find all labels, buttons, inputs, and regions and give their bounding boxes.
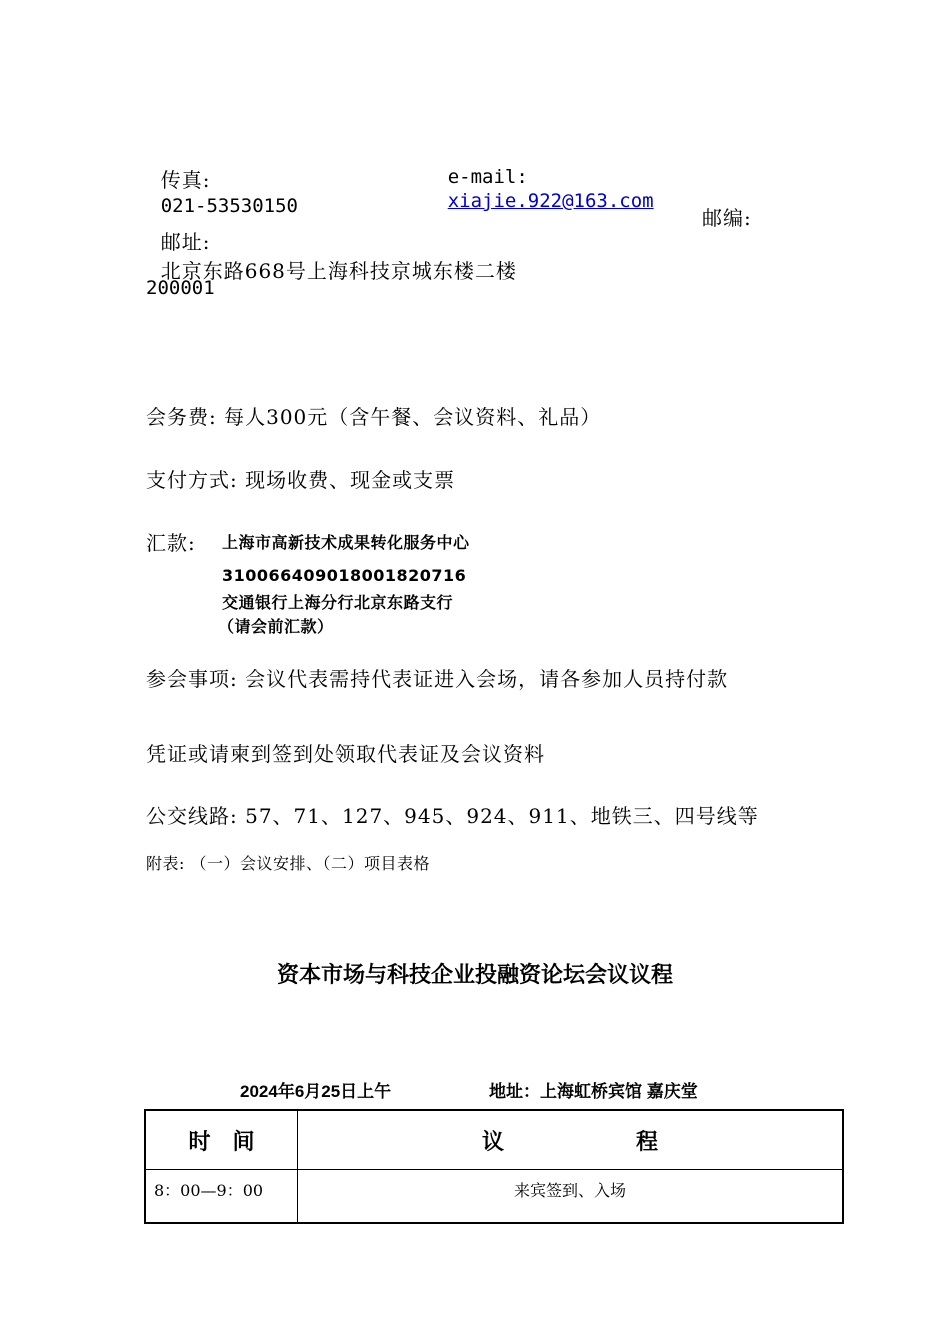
address-line [146, 202, 517, 284]
remittance-label: 汇款: [146, 531, 196, 555]
agenda-venue: 地址：上海虹桥宾馆 嘉庆堂 [489, 1082, 698, 1101]
postcode-label: 邮编: [702, 206, 752, 230]
agenda-date: 2024年6月25日上午 [240, 1082, 392, 1101]
address-value: 北京东路668号上海科技京城东楼二楼 [160, 259, 517, 283]
row-item: 来宾签到、入场 [298, 1170, 844, 1224]
remittance-payee: 上海市高新技术成果转化服务中心 [222, 533, 470, 552]
attendance-line-2: 凭证或请柬到签到处领取代表证及会议资料 [146, 742, 545, 766]
fax-label: 传真: [160, 168, 211, 192]
fax-value: 021-53530150 [160, 195, 298, 217]
remittance-note: （请会前汇款） [218, 617, 334, 636]
agenda-table [144, 1109, 844, 1224]
attendance-line-1: 参会事项: 会议代表需持代表证进入会场，请各参加人员持付款 [146, 667, 729, 691]
remittance-account: 310066409018001820716 [222, 566, 467, 585]
bus-routes: 公交线路: 57、71、127、945、924、911、地铁三、四号线等 [146, 804, 759, 828]
email-label: e-mail: [447, 166, 528, 188]
header-program: 议 程 [298, 1110, 844, 1170]
remittance-bank: 交通银行上海分行北京东路支行 [222, 593, 454, 612]
attachments-note: 附表: （一）会议安排、（二）项目表格 [146, 854, 430, 873]
postcode-value: 200001 [146, 277, 215, 299]
agenda-title: 资本市场与科技企业投融资论坛会议议程 [276, 963, 673, 988]
email-link[interactable]: xiajie.922@163.com [447, 190, 654, 212]
payment-text: 支付方式: 现场收费、现金或支票 [146, 468, 456, 492]
address-label: 邮址: [160, 230, 211, 254]
row-time: 8：00—9：00 [145, 1170, 298, 1224]
fee-text: 会务费: 每人300元（含午餐、会议资料、礼品） [146, 405, 602, 429]
header-time: 时 间 [145, 1110, 298, 1170]
table-row [145, 1170, 843, 1224]
agenda-header-row [145, 1110, 843, 1170]
